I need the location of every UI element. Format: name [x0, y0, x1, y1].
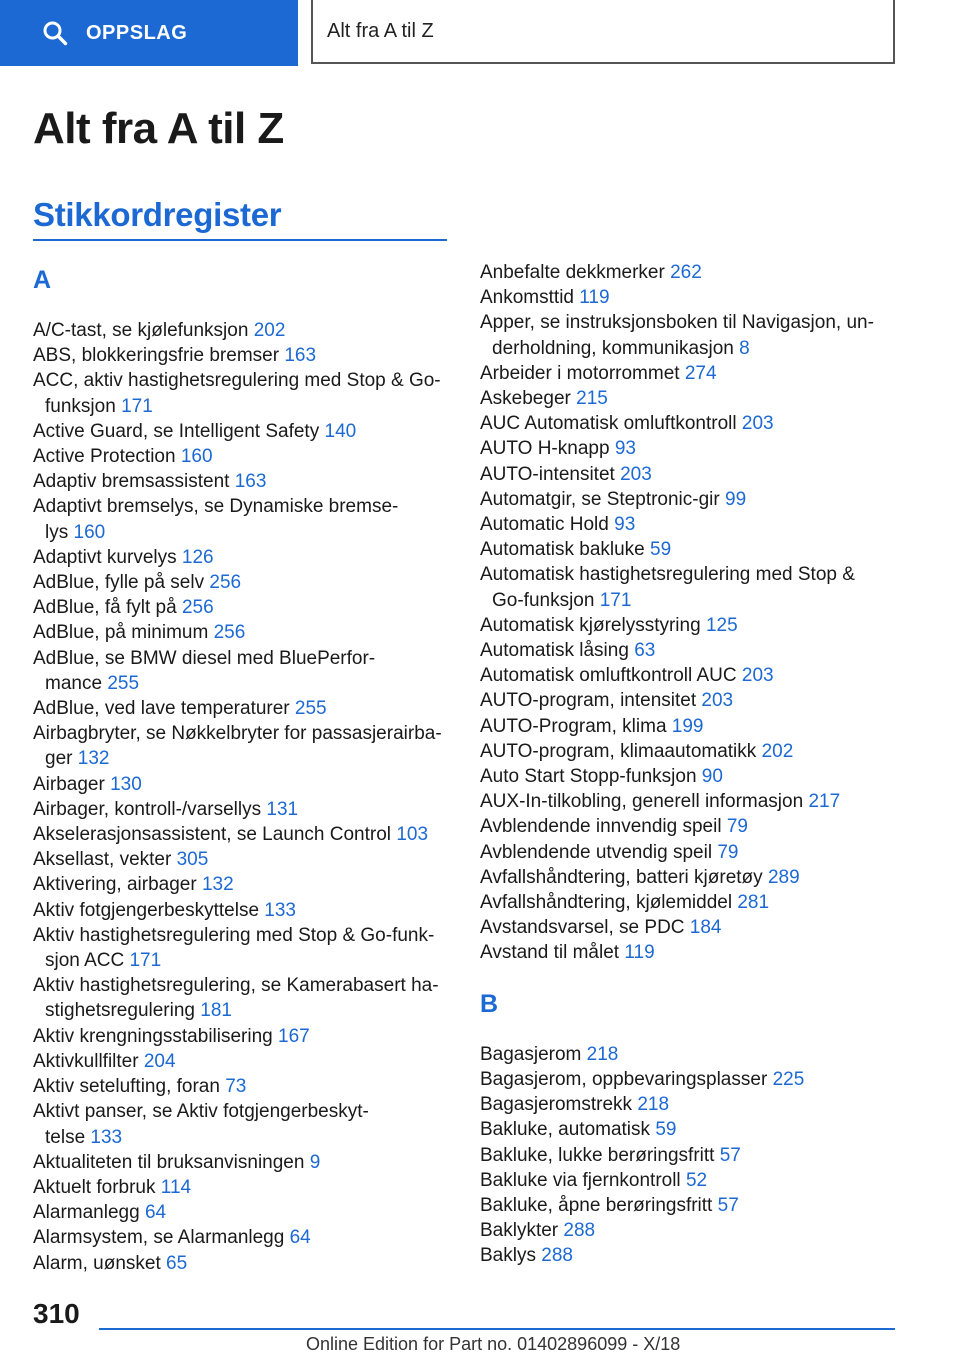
- index-entry-text-continued: mance: [45, 672, 103, 694]
- page-reference-link[interactable]: 130: [110, 773, 142, 795]
- index-entry[interactable]: [480, 638, 900, 663]
- index-entry[interactable]: [480, 865, 900, 890]
- page-reference-link[interactable]: 256: [209, 572, 242, 594]
- index-entry[interactable]: [480, 411, 900, 436]
- top-navigation-bar: [0, 0, 960, 66]
- page-reference-link[interactable]: 103: [396, 824, 429, 846]
- index-entry[interactable]: [33, 847, 453, 872]
- index-entry[interactable]: [480, 260, 900, 285]
- index-entry[interactable]: [480, 940, 900, 965]
- index-entry-text: Aktivt panser, se Aktiv fotgjengerbeskyt-: [33, 1101, 369, 1123]
- index-entry-text: AdBlue, se BMW diesel med BluePerfor-: [33, 647, 376, 669]
- index-entry[interactable]: [480, 890, 900, 915]
- page-reference-link[interactable]: 90: [701, 766, 723, 788]
- index-entry[interactable]: [33, 923, 453, 973]
- index-entry-text-continued: funksjon: [45, 395, 116, 417]
- index-entry-text: Askebeger: [480, 388, 571, 410]
- index-entry-text: Aktiv krengningsstabilisering: [33, 1025, 273, 1047]
- index-entry-text-continued: ger: [45, 748, 73, 770]
- index-entry[interactable]: [33, 494, 453, 544]
- index-entry-text: Aktuelt forbruk: [33, 1176, 156, 1198]
- page-reference-link[interactable]: 262: [670, 262, 702, 283]
- index-entry-continuation: [33, 394, 453, 419]
- index-entry[interactable]: [480, 688, 900, 713]
- page-reference-link[interactable]: 160: [180, 446, 213, 468]
- index-entry[interactable]: [480, 613, 900, 638]
- index-entry-text: AUC Automatisk omluftkontroll: [480, 413, 737, 435]
- index-entry[interactable]: [480, 1218, 900, 1243]
- index-entry-text: Automatisk kjørelysstyring: [480, 614, 701, 636]
- index-entry[interactable]: [480, 487, 900, 512]
- index-entry-text: Airbager: [33, 773, 105, 795]
- index-entry[interactable]: [33, 1024, 453, 1049]
- index-entry[interactable]: [480, 386, 900, 411]
- index-entry-text: Apper, se instruksjonsboken til Navigasjon, un-: [480, 312, 874, 334]
- index-entry[interactable]: [33, 1049, 453, 1074]
- page-reference-link[interactable]: 59: [650, 539, 672, 561]
- index-entry-text: Avfallshåndtering, batteri kjøretøy: [480, 866, 763, 888]
- page-reference-link[interactable]: 59: [655, 1119, 677, 1141]
- index-entry[interactable]: [33, 419, 453, 444]
- index-entry-text: Airbagbryter, se Nøkkelbryter for passasjerairba-: [33, 723, 442, 745]
- page-reference-link[interactable]: 52: [685, 1169, 708, 1191]
- index-entry-text: Alarmsystem, se Alarmanlegg: [33, 1227, 285, 1249]
- index-entry-list: [33, 318, 453, 1276]
- index-entry-text: Baklykter: [480, 1220, 559, 1242]
- index-entry-continuation: [33, 671, 453, 696]
- search-tab[interactable]: [0, 0, 298, 66]
- page-reference-link[interactable]: 203: [701, 690, 734, 712]
- page-reference-link[interactable]: 289: [767, 866, 800, 888]
- index-entry-text: Airbager, kontroll-/varsellys: [33, 798, 262, 820]
- index-entry-text: Automatgir, se Steptronic-gir: [480, 488, 720, 510]
- index-entry[interactable]: [480, 1168, 900, 1193]
- index-entry-text: Avstandsvarsel, se PDC: [480, 917, 685, 939]
- index-entry-text: AUTO-intensitet: [480, 463, 615, 485]
- index-entry-text-continued: sjon ACC: [45, 950, 125, 972]
- index-entry-text: Aktivering, airbager: [33, 874, 197, 896]
- index-entry-text: Alarmanlegg: [33, 1202, 140, 1224]
- index-entry-text: Aksellast, vekter: [33, 849, 172, 871]
- index-entry[interactable]: [480, 1143, 900, 1168]
- index-entry-text: AdBlue, på minimum: [33, 622, 209, 644]
- index-entry-text-continued: lys: [45, 521, 69, 543]
- index-entry[interactable]: [480, 739, 900, 764]
- index-entry-text: AUTO-program, intensitet: [480, 690, 697, 712]
- index-entry[interactable]: [33, 368, 453, 418]
- index-entry-text: Active Protection: [33, 446, 176, 468]
- page-reference-link[interactable]: 119: [579, 287, 610, 309]
- index-entry[interactable]: [33, 822, 453, 847]
- index-entry[interactable]: [480, 436, 900, 461]
- index-entry[interactable]: [480, 1067, 900, 1092]
- index-entry-text: Adaptivt kurvelys: [33, 546, 177, 568]
- page-reference-link[interactable]: 93: [614, 438, 636, 460]
- index-entry-text: Alarm, uønsket: [33, 1252, 161, 1274]
- index-entry-text: AUTO H-knapp: [480, 438, 610, 460]
- index-entry-text: Automatisk låsing: [480, 640, 629, 662]
- page-reference-link[interactable]: 203: [741, 413, 774, 435]
- page-reference-link[interactable]: 99: [725, 488, 747, 510]
- page-number: 310: [33, 1298, 80, 1329]
- index-column-left: [33, 260, 453, 1276]
- page-reference-link[interactable]: 217: [808, 791, 841, 813]
- page-reference-link[interactable]: 256: [213, 622, 246, 644]
- index-entry-text: Automatisk bakluke: [480, 539, 645, 561]
- index-entry[interactable]: [33, 797, 453, 822]
- index-entry-continuation: [33, 1125, 453, 1150]
- page-reference-link[interactable]: 225: [772, 1068, 805, 1090]
- page-reference-link[interactable]: 93: [614, 514, 636, 536]
- index-entry-text: Automatisk omluftkontroll AUC: [480, 665, 737, 687]
- page-reference-link[interactable]: 215: [576, 388, 608, 410]
- page-reference-link[interactable]: 255: [107, 672, 140, 694]
- index-entry-text: Adaptivt bremselys, se Dynamiske bremse-: [33, 496, 399, 518]
- index-entry[interactable]: [480, 285, 900, 310]
- page-reference-link[interactable]: 171: [121, 395, 153, 417]
- index-entry-text: Automatic Hold: [480, 514, 609, 536]
- index-entry-text: Avblendende innvendig speil: [480, 816, 722, 838]
- index-entry[interactable]: [480, 1092, 900, 1117]
- index-entry-text: AUTO-Program, klima: [480, 715, 667, 737]
- index-entry-text: Bagasjerom, oppbevaringsplasser: [480, 1068, 768, 1090]
- page-reference-link[interactable]: 256: [181, 597, 214, 619]
- page-reference-link[interactable]: 79: [726, 816, 748, 838]
- index-entry-text: Bakluke, lukke berøringsfritt: [480, 1144, 715, 1166]
- index-entry[interactable]: [33, 343, 453, 368]
- index-entry[interactable]: [33, 469, 453, 494]
- index-entry-text: ACC, aktiv hastighetsregulering med Stop & Go-: [33, 370, 441, 392]
- page-reference-link[interactable]: 288: [541, 1245, 573, 1267]
- index-entry[interactable]: [33, 318, 453, 343]
- index-entry-continuation: [33, 746, 453, 771]
- page-reference-link[interactable]: 79: [717, 841, 739, 863]
- page-reference-link[interactable]: 167: [278, 1025, 310, 1047]
- page-reference-link[interactable]: 64: [289, 1227, 311, 1249]
- index-entry[interactable]: [480, 361, 900, 386]
- page-reference-link[interactable]: 281: [737, 892, 770, 914]
- page-reference-link[interactable]: 255: [294, 698, 327, 720]
- index-entry-text: Baklys: [480, 1245, 536, 1267]
- page-reference-link[interactable]: 57: [717, 1194, 739, 1216]
- page-reference-link[interactable]: 65: [166, 1252, 188, 1274]
- index-entry-text: Bagasjeromstrekk: [480, 1094, 633, 1116]
- index-entry[interactable]: [480, 462, 900, 487]
- index-entry[interactable]: [33, 444, 453, 469]
- index-entry[interactable]: [480, 814, 900, 839]
- section-divider: [33, 239, 447, 241]
- index-entry-text: Aktiv setelufting, foran: [33, 1076, 220, 1098]
- index-entry[interactable]: [33, 1225, 453, 1250]
- index-entry[interactable]: [480, 915, 900, 940]
- page-reference-link[interactable]: 8: [739, 337, 750, 359]
- page-reference-link[interactable]: 163: [284, 345, 317, 367]
- index-entry-text: AdBlue, fylle på selv: [33, 572, 205, 594]
- page-reference-link[interactable]: 171: [129, 950, 162, 972]
- index-entry[interactable]: [33, 1251, 453, 1276]
- page-reference-link[interactable]: 181: [200, 1000, 232, 1022]
- index-entry-list: [480, 260, 900, 966]
- search-icon: [42, 20, 68, 46]
- index-entry-text: Aktiv fotgjengerbeskyttelse: [33, 899, 260, 921]
- index-entry-text-continued: derholdning, kommunikasjon: [492, 337, 734, 359]
- index-entry[interactable]: [33, 595, 453, 620]
- index-entry-text: Aktualiteten til bruksanvisningen: [33, 1151, 305, 1173]
- index-entry[interactable]: [480, 1243, 900, 1268]
- index-entry-text: Adaptiv bremsassistent: [33, 471, 230, 493]
- page-reference-link[interactable]: 274: [684, 362, 717, 384]
- index-entry-text: Anbefalte dekkmerker: [480, 262, 665, 283]
- index-entry[interactable]: [33, 1175, 453, 1200]
- section-heading: Stikkordregister: [33, 196, 282, 233]
- index-entry[interactable]: [33, 973, 453, 1023]
- index-entry[interactable]: [33, 1200, 453, 1225]
- index-entry-text: AUTO-program, klimaautomatikk: [480, 740, 757, 762]
- index-entry[interactable]: [33, 1099, 453, 1149]
- index-entry-text: Ankomsttid: [480, 287, 574, 309]
- index-entry-text: Bakluke via fjernkontroll: [480, 1169, 681, 1191]
- index-entry-text: Aktiv hastighetsregulering, se Kamerabasert ha-: [33, 975, 439, 997]
- index-entry[interactable]: [33, 872, 453, 897]
- index-entry-text: Bakluke, automatisk: [480, 1119, 651, 1141]
- index-entry[interactable]: [480, 1042, 900, 1067]
- index-entry-text: Bagasjerom: [480, 1043, 582, 1065]
- page-reference-link[interactable]: 57: [719, 1144, 741, 1166]
- page-reference-link[interactable]: 171: [599, 589, 632, 611]
- page-reference-link[interactable]: 202: [761, 740, 794, 762]
- index-entry[interactable]: [33, 898, 453, 923]
- index-entry-text: Avfallshåndtering, kjølemiddel: [480, 892, 733, 914]
- index-entry-text: Arbeider i motorrommet: [480, 362, 680, 384]
- page-reference-link[interactable]: 199: [671, 715, 704, 737]
- index-entry-text: Akselerasjonsassistent, se Launch Control: [33, 824, 392, 846]
- page-reference-link[interactable]: 132: [201, 874, 234, 896]
- page-reference-link[interactable]: 204: [143, 1050, 176, 1072]
- page-reference-link[interactable]: 184: [689, 917, 722, 939]
- index-entry-text-continued: stighetsregulering: [45, 1000, 195, 1022]
- page-reference-link[interactable]: 288: [563, 1220, 596, 1242]
- index-entry-continuation: [33, 948, 453, 973]
- footer-edition-text: Online Edition for Part no. 01402896099 - X/18: [306, 1334, 681, 1354]
- index-entry[interactable]: [33, 545, 453, 570]
- page-reference-link[interactable]: 73: [225, 1076, 247, 1098]
- index-entry[interactable]: [480, 537, 900, 562]
- page-reference-link[interactable]: 63: [634, 640, 656, 662]
- index-entry[interactable]: [33, 721, 453, 771]
- index-entry-list: [480, 1042, 900, 1269]
- page-reference-link[interactable]: 64: [144, 1202, 167, 1224]
- footer-divider: [99, 1328, 895, 1330]
- index-entry-text: Aktiv hastighetsregulering med Stop & Go-funk-: [33, 924, 435, 946]
- index-entry-text: Avblendende utvendig speil: [480, 841, 713, 863]
- index-entry-continuation: [33, 998, 453, 1023]
- page-reference-link[interactable]: 160: [73, 521, 106, 543]
- page-reference-link[interactable]: 126: [181, 546, 214, 568]
- index-entry[interactable]: [480, 1193, 900, 1218]
- index-entry[interactable]: [480, 663, 900, 688]
- page-reference-link[interactable]: 119: [624, 942, 655, 964]
- page-reference-link[interactable]: 218: [637, 1094, 670, 1116]
- index-entry[interactable]: [480, 310, 900, 360]
- page-reference-link[interactable]: 305: [176, 849, 209, 871]
- index-entry-text: Auto Start Stopp-funksjon: [480, 766, 697, 788]
- index-column-right: [480, 260, 900, 1269]
- page-reference-link[interactable]: 114: [160, 1176, 192, 1198]
- index-entry[interactable]: [33, 696, 453, 721]
- index-entry[interactable]: [480, 1117, 900, 1142]
- index-entry-text: AUX-In-tilkobling, generell informasjon: [480, 791, 804, 813]
- page-reference-link[interactable]: 218: [586, 1043, 619, 1065]
- index-entry-text: ABS, blokkeringsfrie bremser: [33, 345, 280, 367]
- page-title: Alt fra A til Z: [33, 104, 284, 153]
- page-reference-link[interactable]: 202: [253, 320, 286, 341]
- index-entry-text: Active Guard, se Intelligent Safety: [33, 420, 320, 442]
- index-entry[interactable]: [480, 840, 900, 865]
- page-reference-link[interactable]: 203: [741, 665, 774, 687]
- page-reference-link[interactable]: 133: [264, 899, 296, 921]
- index-letter-a: A: [33, 266, 52, 294]
- page-reference-link[interactable]: 131: [266, 798, 299, 820]
- page-reference-link[interactable]: 9: [309, 1151, 321, 1173]
- index-entry-text: AdBlue, få fylt på: [33, 597, 177, 619]
- index-entry-text: AdBlue, ved lave temperaturer: [33, 698, 290, 720]
- index-entry-continuation: [33, 520, 453, 545]
- index-entry[interactable]: [33, 646, 453, 696]
- page-reference-link[interactable]: 203: [620, 463, 652, 485]
- page-reference-link[interactable]: 163: [234, 471, 267, 493]
- page-reference-link[interactable]: 133: [90, 1126, 123, 1148]
- index-entry[interactable]: [480, 562, 900, 612]
- index-entry-continuation: [480, 588, 900, 613]
- index-entry[interactable]: [480, 714, 900, 739]
- index-entry[interactable]: [33, 1074, 453, 1099]
- index-entry-text-continued: telse: [45, 1126, 86, 1148]
- index-entry[interactable]: [33, 570, 453, 595]
- index-letter-b: B: [480, 989, 499, 1018]
- index-entry[interactable]: [33, 620, 453, 645]
- page-reference-link[interactable]: 125: [705, 614, 738, 636]
- page-reference-link[interactable]: 140: [324, 420, 357, 442]
- index-entry[interactable]: [480, 764, 900, 789]
- page-reference-link[interactable]: 132: [77, 748, 110, 770]
- index-entry[interactable]: [480, 512, 900, 537]
- current-section-tab[interactable]: Alt fra A til Z: [311, 0, 895, 64]
- index-entry[interactable]: [33, 772, 453, 797]
- index-entry[interactable]: [480, 789, 900, 814]
- index-entry-text: Aktivkullfilter: [33, 1050, 139, 1072]
- index-entry-continuation: [480, 336, 900, 361]
- index-entry-text: Avstand til målet: [480, 942, 620, 964]
- index-entry-text: Bakluke, åpne berøringsfritt: [480, 1194, 713, 1216]
- index-entry-text: Automatisk hastighetsregulering med Stop &: [480, 564, 855, 586]
- index-entry[interactable]: [33, 1150, 453, 1175]
- index-entry-text-continued: Go-funksjon: [492, 589, 595, 611]
- search-tab-label: OPPSLAG: [86, 21, 188, 44]
- index-entry-text: A/C-tast, se kjølefunksjon: [33, 320, 249, 341]
